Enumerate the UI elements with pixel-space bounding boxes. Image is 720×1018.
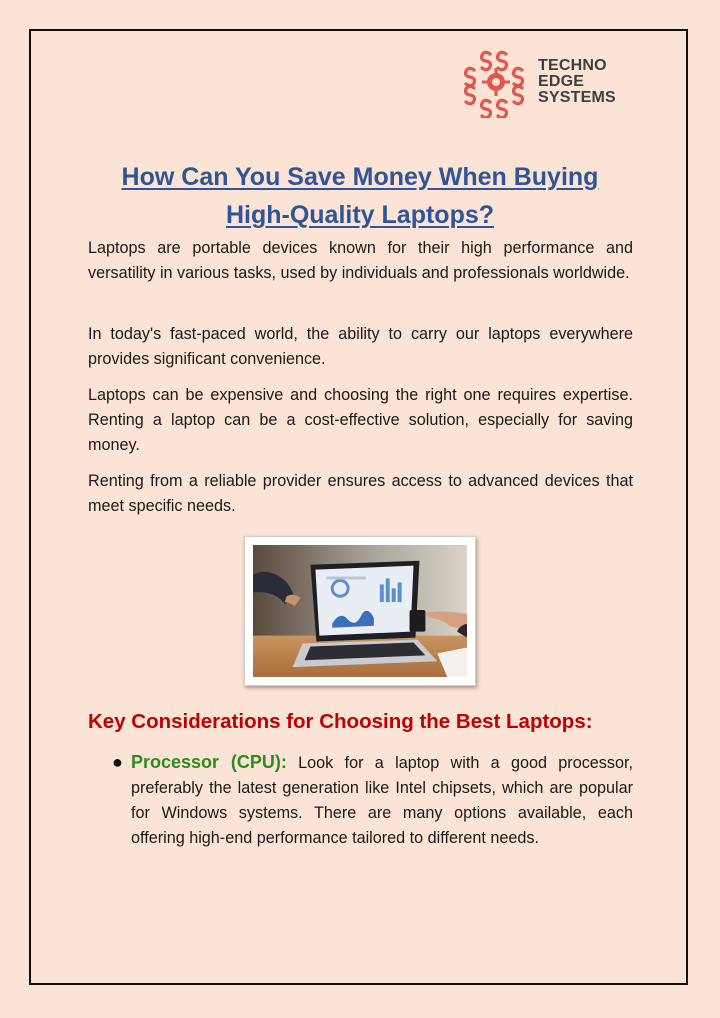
- page-title[interactable]: [60, 158, 660, 234]
- company-logo[interactable]: [460, 44, 630, 120]
- logo-line-2: EDGE: [538, 73, 585, 90]
- section-heading: Key Considerations for Choosing the Best Laptops:: [88, 710, 593, 733]
- logo-line-1: TECHNO: [538, 57, 607, 74]
- bullet-text: [131, 750, 633, 851]
- title-line-2: High-Quality Laptops?: [225, 201, 495, 229]
- intro-paragraph-4: Renting from a reliable provider ensures access to advanced devices that meet specific needs.: [88, 472, 633, 515]
- logo-wordmark: [538, 58, 616, 106]
- bullet-icon: ●: [112, 752, 123, 772]
- title-line-1: How Can You Save Money When Buying: [121, 163, 599, 191]
- s-swirl-ring-logo-icon: [460, 46, 532, 118]
- intro-paragraph-1: Laptops are portable devices known for their high performance and versatility in various tasks, used by individuals and professionals worldwide.: [88, 239, 633, 282]
- list-item: [112, 750, 633, 851]
- intro-paragraph-3: Laptops can be expensive and choosing the right one requires expertise. Renting a laptop can be a cost-effective solution, especially for saving money.: [88, 386, 633, 454]
- bullet-term: Processor (CPU):: [131, 752, 287, 772]
- laptop-photo: [244, 536, 476, 686]
- bullet-description: Look for a laptop with a good processor, preferably the latest generation like Intel chipsets, which are popular for Windows systems. There are many options available, each offering high-end performance tailored to different needs.: [131, 754, 633, 847]
- laptop-on-desk-with-charts-photo: [253, 545, 467, 677]
- logo-line-3: SYSTEMS: [538, 89, 616, 106]
- intro-paragraph-2: In today's fast-paced world, the ability to carry our laptops everywhere provides significant convenience.: [88, 325, 633, 368]
